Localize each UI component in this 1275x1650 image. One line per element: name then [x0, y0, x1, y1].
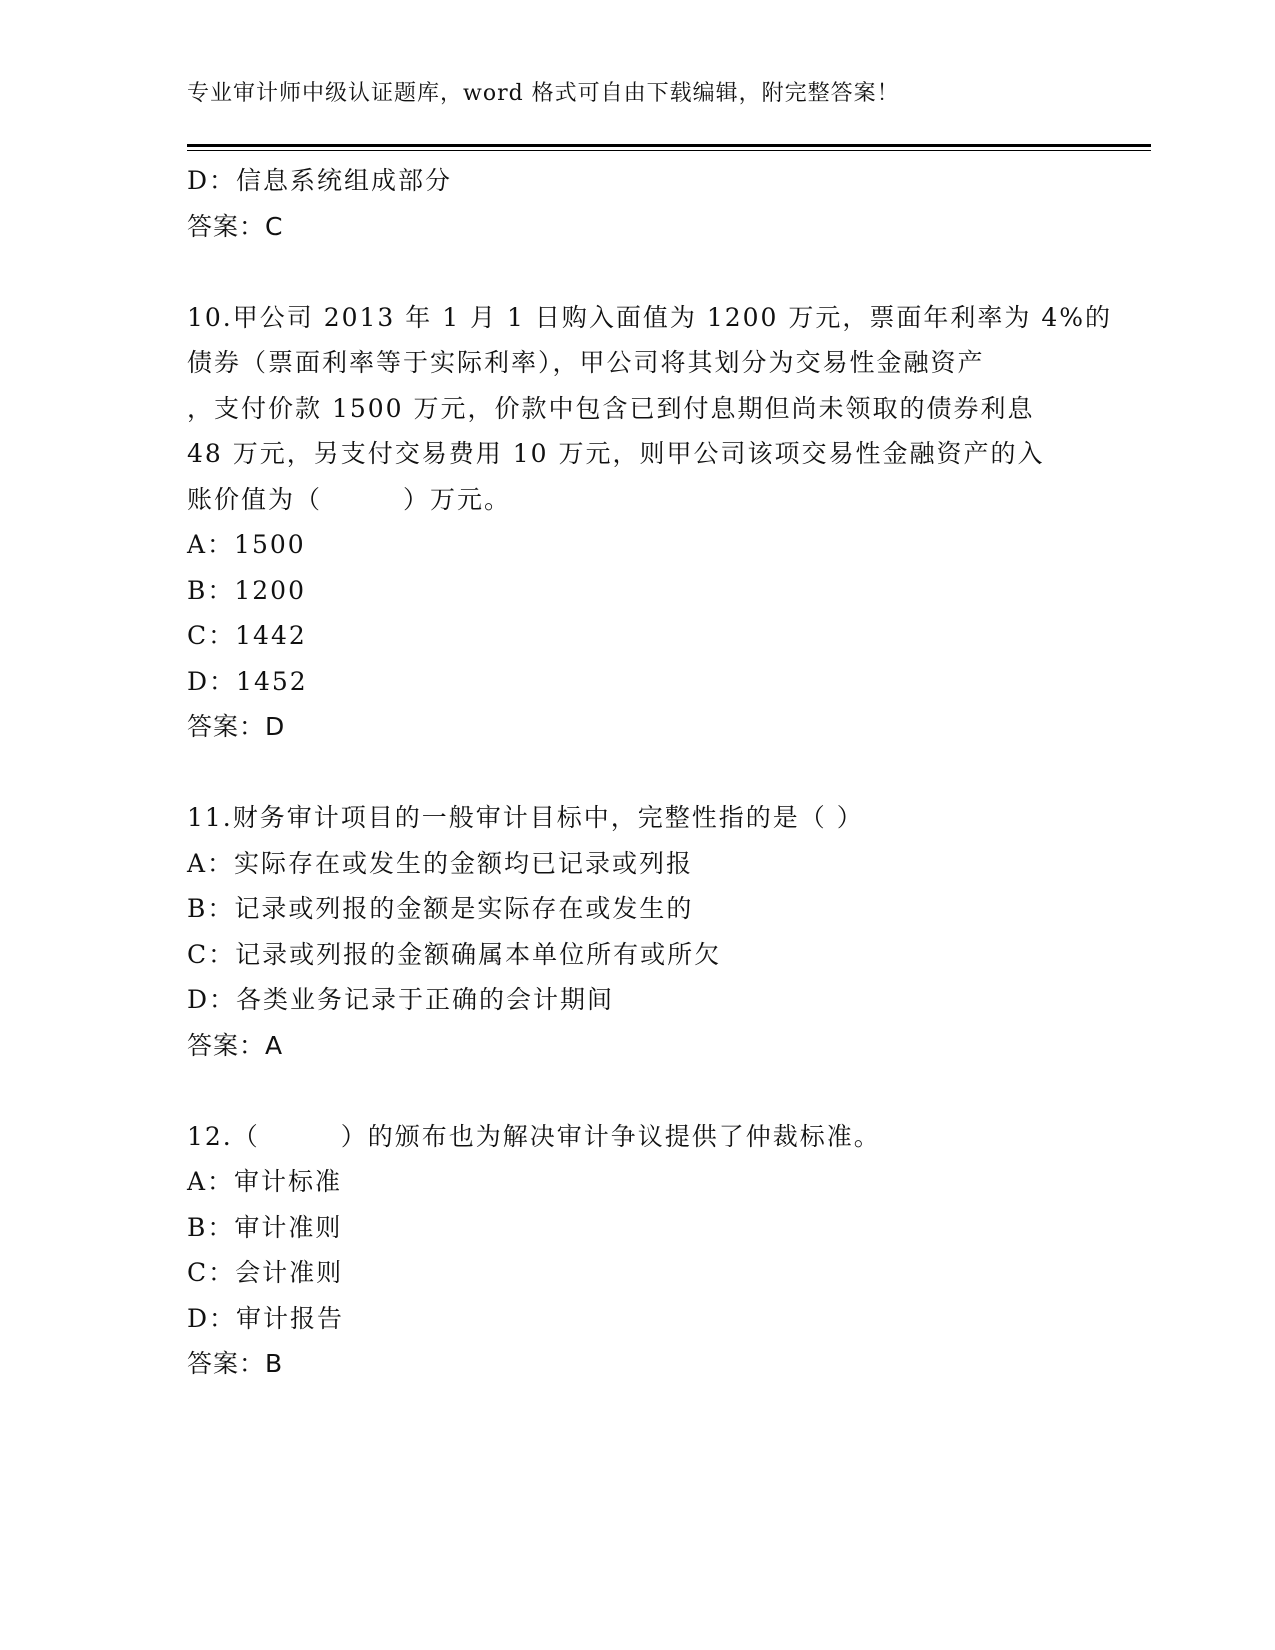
- answer-line: 答案：B: [187, 1349, 284, 1378]
- question-content: [187, 158, 1112, 1387]
- option-d: D：1452: [187, 666, 308, 696]
- spacer: [187, 750, 1087, 796]
- option-a: A：实际存在或发生的金额均已记录或列报: [187, 848, 694, 878]
- option-b: B：审计准则: [187, 1212, 343, 1242]
- header-divider-thin: [187, 150, 1151, 151]
- question-stem-line: 11.财务审计项目的一般审计目标中，完整性指的是（ ）: [187, 803, 864, 832]
- question-11: [187, 795, 1087, 1068]
- option-d: D：信息系统组成部分: [187, 166, 453, 195]
- prev-question: [187, 158, 1087, 249]
- question-stem-line: 12.（ ）的颁布也为解决审计争议提供了仲裁标准。: [187, 1121, 881, 1151]
- question-stem-line: 48 万元，另支付交易费用 10 万元，则甲公司该项交易性金融资产的入: [187, 439, 1045, 468]
- header-divider: [187, 144, 1151, 147]
- question-10: [187, 295, 1112, 750]
- option-a: A：审计标准: [187, 1167, 343, 1196]
- page-header: 专业审计师中级认证题库，word 格式可自由下载编辑，附完整答案！: [187, 81, 900, 106]
- answer-line: 答案：C: [187, 211, 284, 241]
- option-b: B：1200: [187, 575, 306, 605]
- question-12: [187, 1114, 1087, 1387]
- spacer: [187, 249, 1087, 295]
- question-stem-line: 债券（票面利率等于实际利率），甲公司将其划分为交易性金融资产: [187, 348, 985, 377]
- question-stem-line: 账价值为（ ）万元。: [187, 484, 512, 514]
- option-c: C：记录或列报的金额确属本单位所有或所欠: [187, 939, 722, 969]
- answer-line: 答案：D: [187, 712, 286, 741]
- option-d: D：各类业务记录于正确的会计期间: [187, 985, 615, 1014]
- option-d: D：审计报告: [187, 1303, 345, 1333]
- option-c: C：会计准则: [187, 1258, 344, 1287]
- answer-line: 答案：A: [187, 1030, 284, 1060]
- option-b: B：记录或列报的金额是实际存在或发生的: [187, 894, 694, 923]
- option-a: A：1500: [187, 530, 306, 559]
- option-c: C：1442: [187, 621, 307, 650]
- question-stem-line: ，支付价款 1500 万元，价款中包含已到付息期但尚未领取的债券利息: [187, 393, 1035, 423]
- question-stem-line: 10.甲公司 2013 年 1 月 1 日购入面值为 1200 万元，票面年利率为 4%的: [187, 302, 1112, 332]
- spacer: [187, 1068, 1087, 1114]
